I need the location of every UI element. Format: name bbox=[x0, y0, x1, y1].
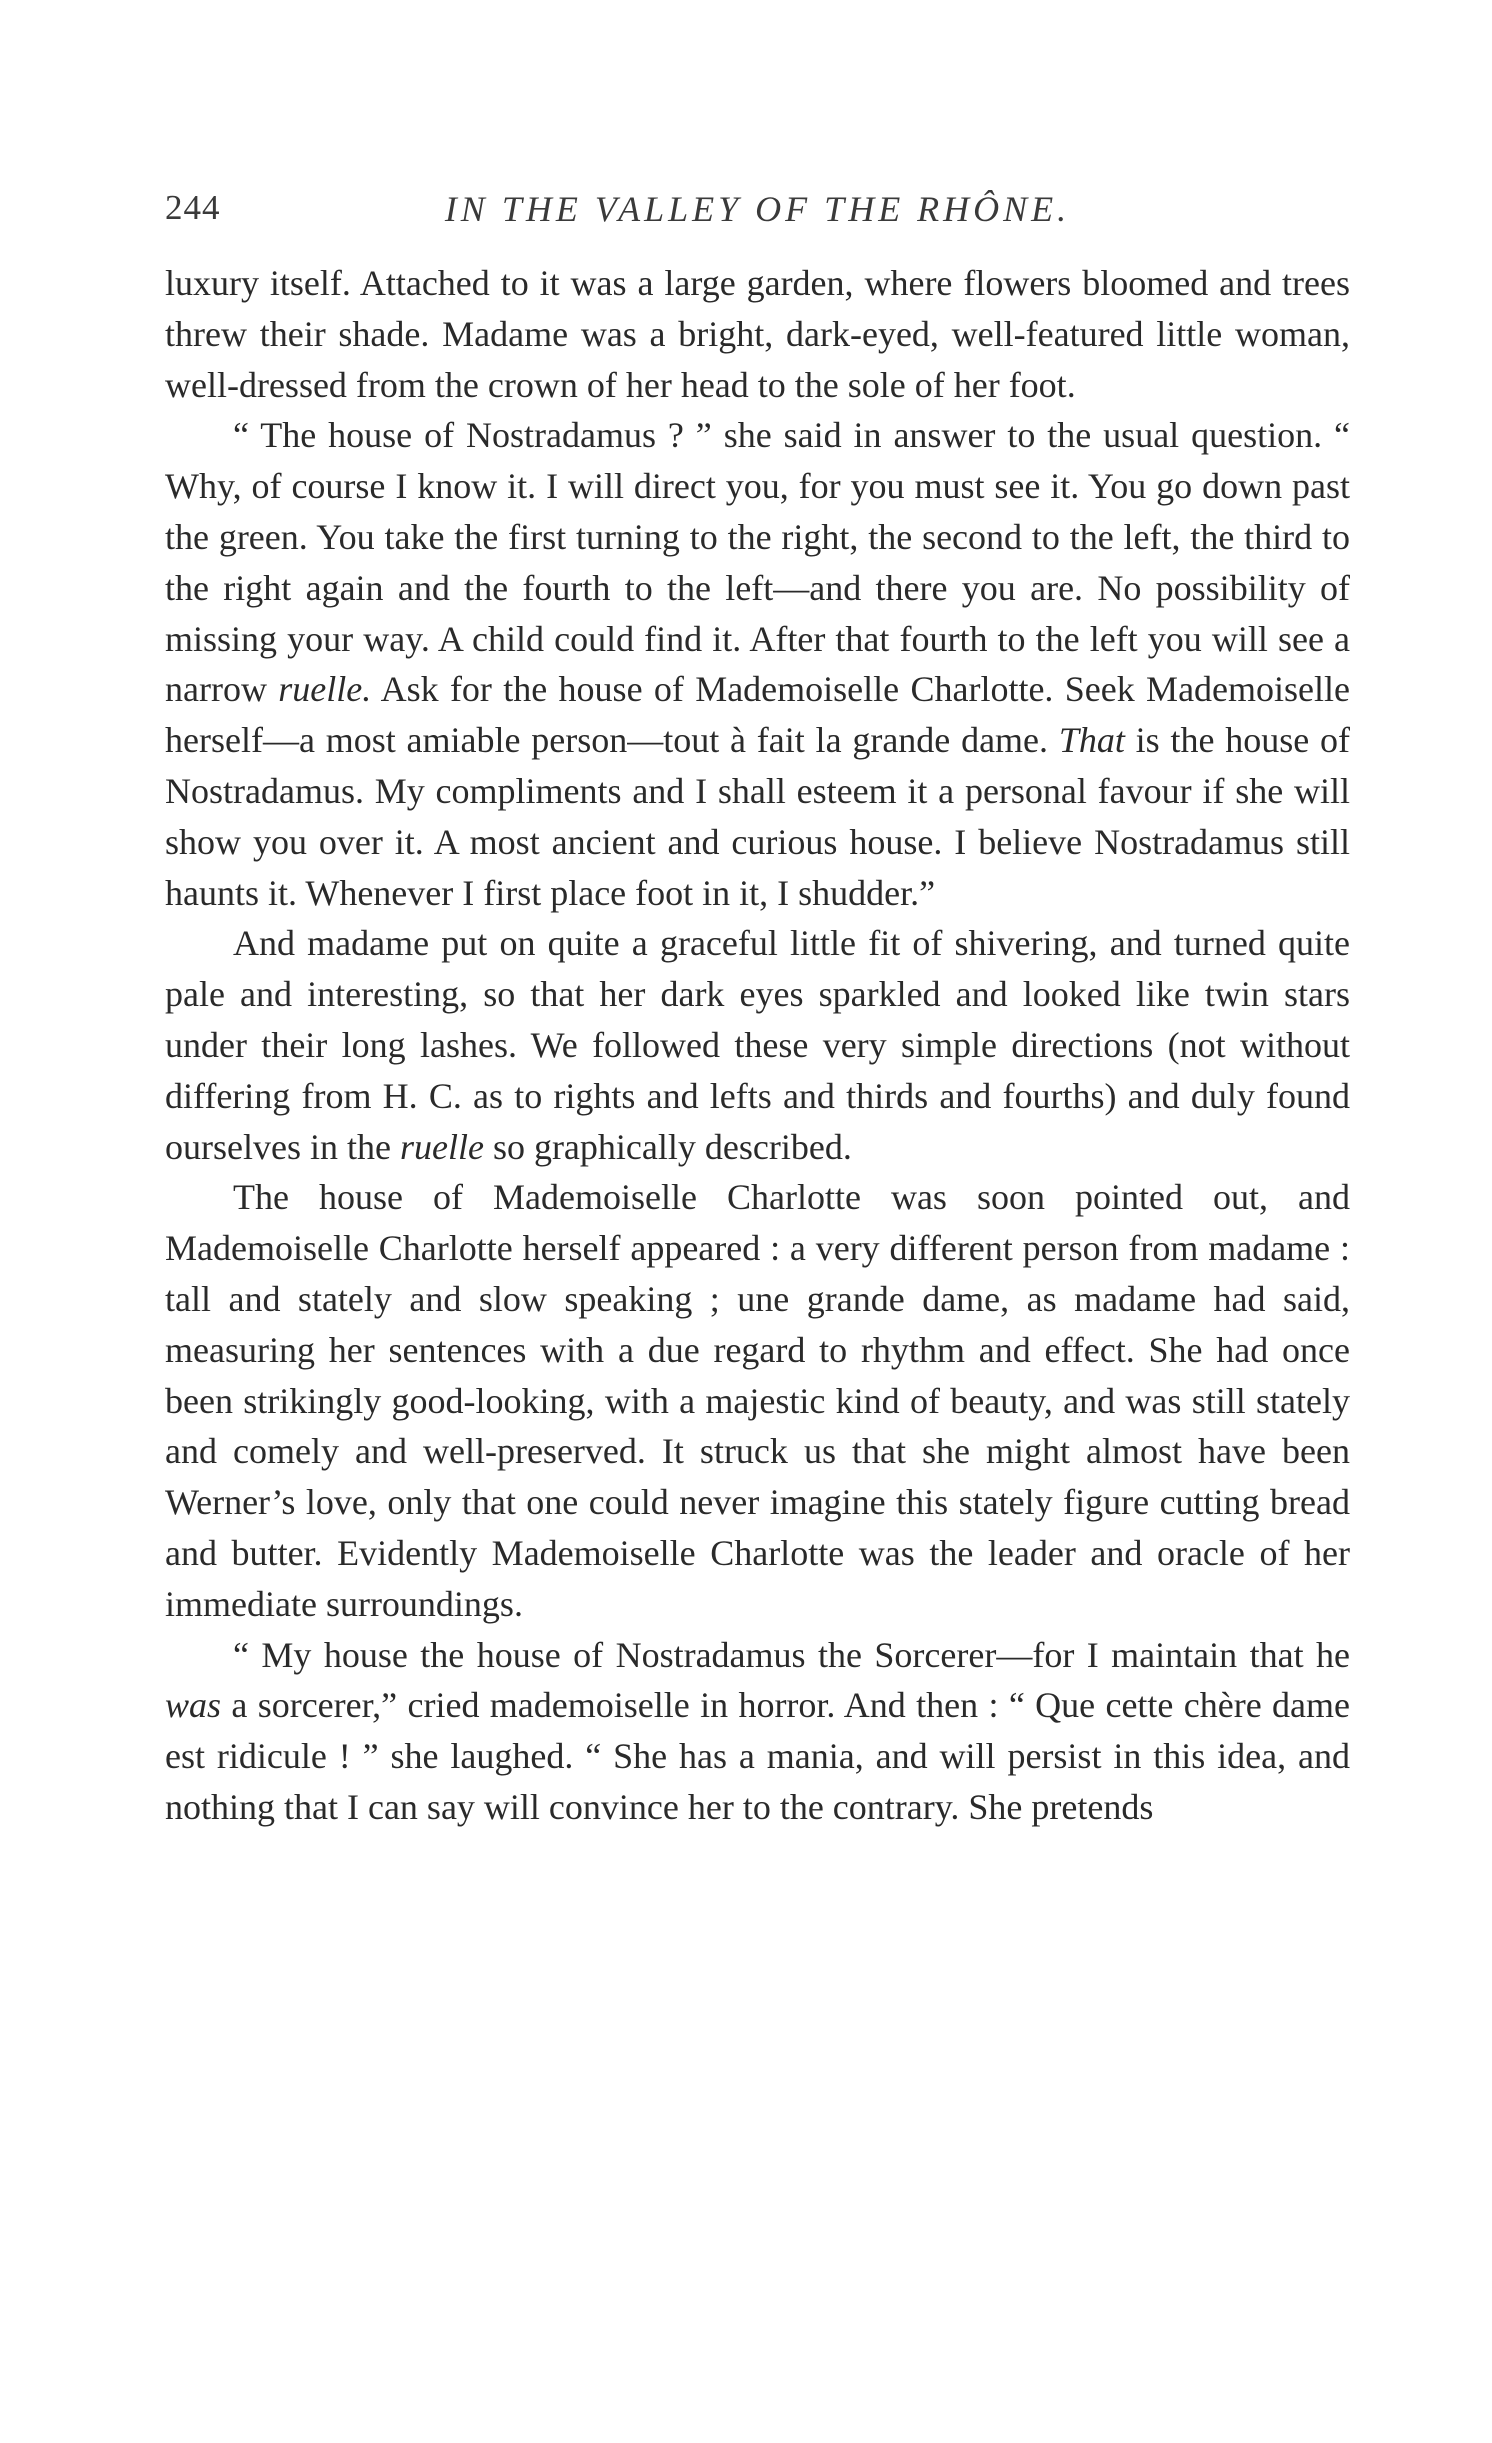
running-title: IN THE VALLEY OF THE RHÔNE. bbox=[444, 189, 1071, 229]
paragraph: The house of Mademoiselle Charlotte was soon pointed out, and Mademoiselle Charlotte herself appeared : a very different person from madame : tall and stately and slow speaking ; une grande dame, as madame had said, measuring her sentences with a due regard to rhythm and effect. She had once been strikingly good-looking, with a majestic kind of beauty, and was still stately and comely and well-preserved. It struck us that she might almost have been Werner’s love, only that one could never imagine this stately figure cutting bread and butter. Evidently Mademoiselle Charlotte was the leader and oracle of her immediate surroundings. bbox=[165, 1177, 1350, 1624]
italic-word: That bbox=[1058, 720, 1125, 761]
book-page bbox=[165, 180, 1350, 1833]
italic-word: was bbox=[165, 1685, 222, 1726]
body-text bbox=[165, 258, 1350, 1833]
paragraph: “ The house of Nostradamus ? ” she said in answer to the usual question. “ Why, of course I know it. I will direct you, for you must see it. You go down past the green. You take the first turning to the right, the second to the left, the third to the right again and the fourth to the left—and there you are. No possibility of missing your way. A child could find it. After that fourth to the left you will see a narrow ruelle. Ask for the house of Mademoiselle Charlotte. Seek Mademoiselle herself—a most amiable person—tout à fait la grande dame. That is the house of Nostradamus. My compliments and I shall esteem it a personal favour if she will show you over it. A most ancient and curious house. I believe Nostradamus still haunts it. Whenever I first place foot in it, I shudder.” bbox=[165, 415, 1350, 913]
page-header bbox=[165, 180, 1350, 240]
paragraph: luxury itself. Attached to it was a large garden, where flowers bloomed and trees threw their shade. Madame was a bright, dark-eyed, well-featured little woman, well-dressed from the crown of her head to the sole of her foot. bbox=[165, 263, 1350, 405]
paragraph: “ My house the house of Nostradamus the Sorcerer—for I maintain that he was a sorcerer,” cried mademoiselle in horror. And then : “ Que cette chère dame est ridicule ! ” she laughed. “ She has a mania, and will persist in this idea, and nothing that I can say will convince her to the contrary. She pretends bbox=[165, 1634, 1350, 1827]
page-number: 244 bbox=[165, 188, 221, 227]
italic-word: ruelle. bbox=[278, 669, 372, 710]
paragraph: And madame put on quite a graceful little fit of shivering, and turned quite pale and interesting, so that her dark eyes sparkled and looked like twin stars under their long lashes. We followed these very simple directions (not without differing from H. C. as to rights and lefts and thirds and fourths) and duly found ourselves in the ruelle so graphically described. bbox=[165, 923, 1350, 1167]
italic-word: ruelle bbox=[399, 1126, 484, 1167]
